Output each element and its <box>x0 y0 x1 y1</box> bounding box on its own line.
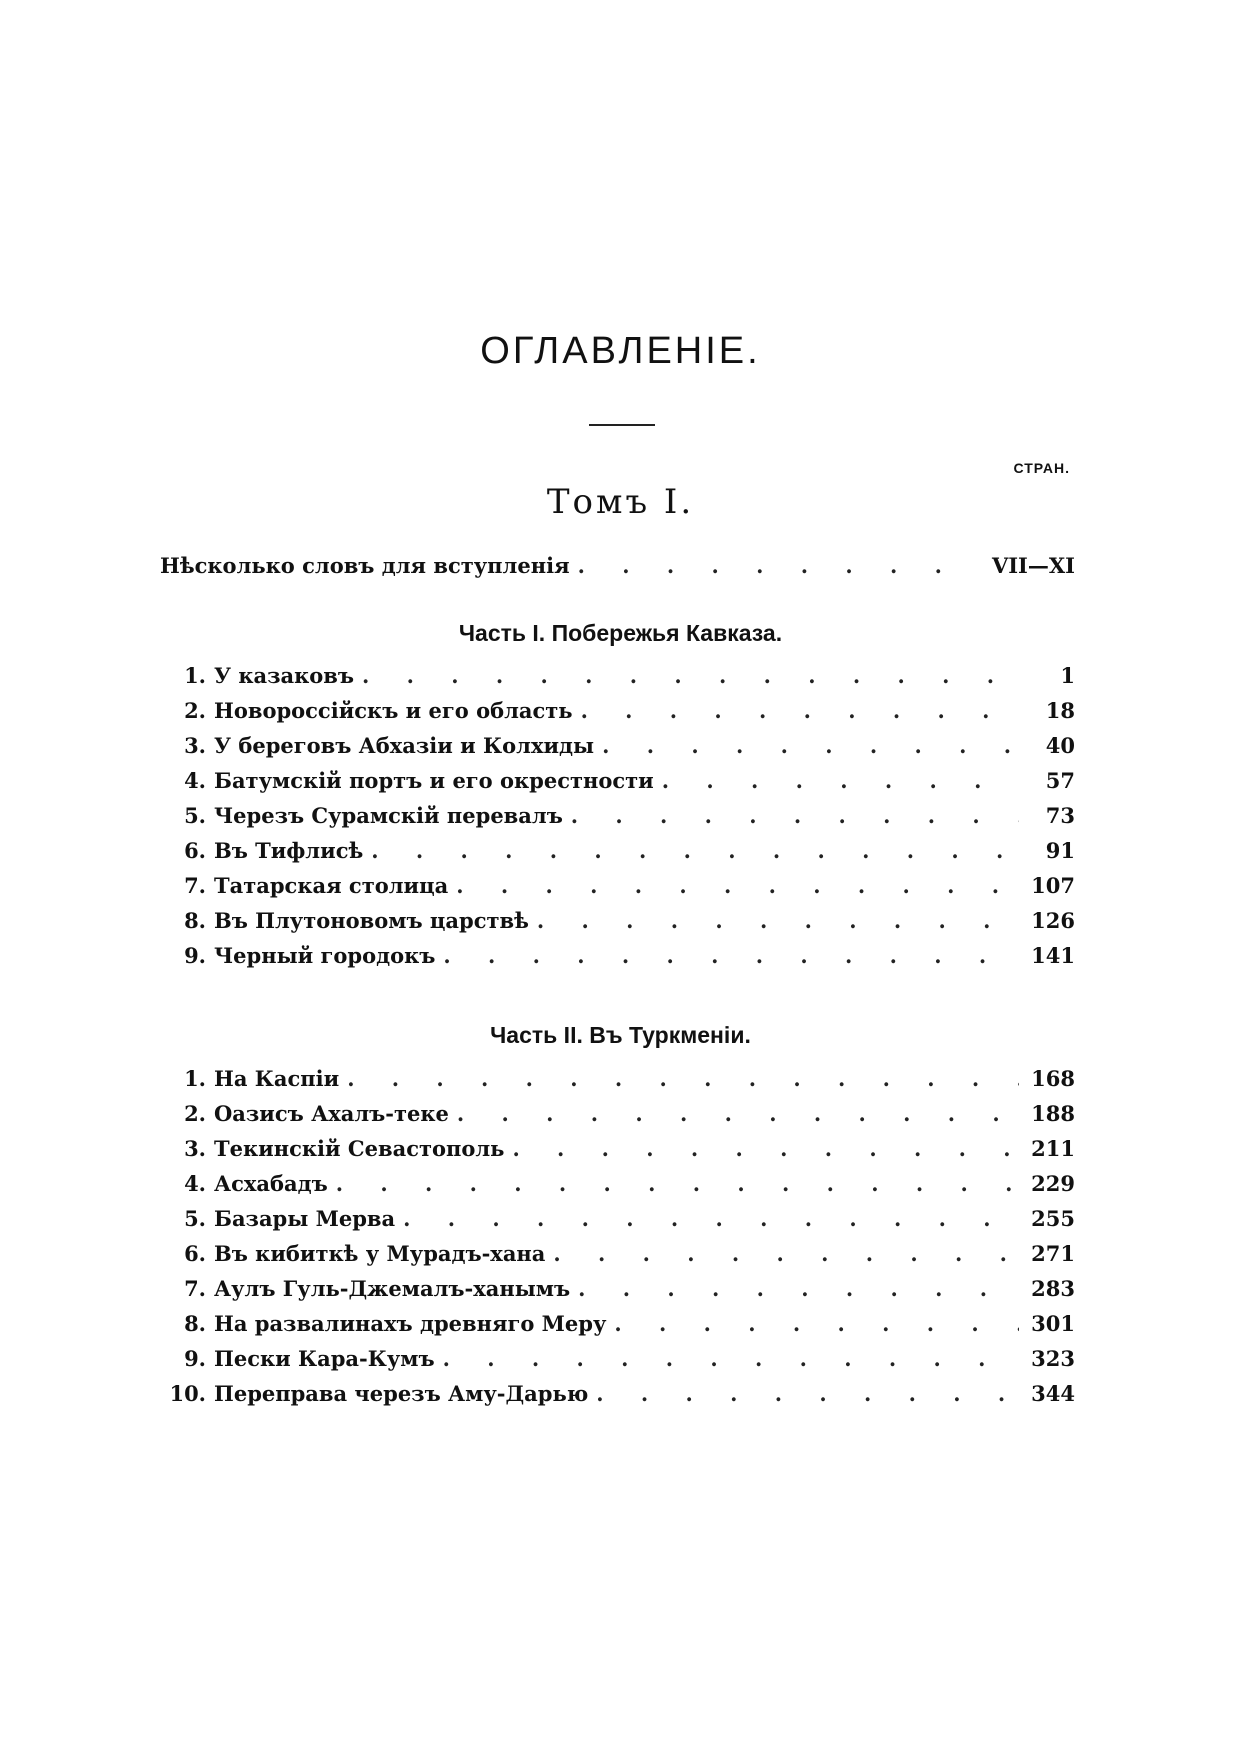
toc-leader-dots <box>347 1066 1019 1091</box>
toc-entry-label: Новороссійскъ и его область <box>214 698 573 723</box>
toc-entry-page: 91 <box>1045 838 1075 863</box>
toc-entry-label: На развалинахъ древняго Меру <box>214 1311 607 1336</box>
toc-entry-page: 229 <box>1031 1171 1075 1196</box>
toc-entry-label: Въ кибиткѣ у Мурадъ-хана <box>214 1241 546 1266</box>
toc-entry-label: Аулъ Гуль-Джемалъ-ханымъ <box>214 1276 571 1301</box>
toc-row <box>160 553 1075 588</box>
toc-entry-page: 18 <box>1045 698 1075 723</box>
toc-entry-label: Черезъ Сурамскій перевалъ <box>214 803 563 828</box>
toc-entry-number: 2. <box>184 1101 206 1126</box>
toc-entry-number: 5. <box>184 1206 206 1231</box>
toc-entry-label: На Каспіи <box>214 1066 340 1091</box>
toc-row <box>160 768 1075 803</box>
toc-leader-dots <box>443 1346 1019 1371</box>
toc-row <box>160 1311 1075 1346</box>
toc-entry-label: Пески Кара-Кумъ <box>214 1346 435 1371</box>
toc-entry-page: 40 <box>1045 733 1075 758</box>
toc-entry-number: 9. <box>184 1346 206 1371</box>
toc-leader-dots <box>662 768 1019 793</box>
toc-leader-dots <box>553 1241 1019 1266</box>
toc-entry-page: 255 <box>1031 1206 1075 1231</box>
toc-entry-number: 3. <box>184 1136 206 1161</box>
toc-entry-number: 1. <box>184 1066 206 1091</box>
toc-entry-label: Въ Плутоновомъ царствѣ <box>214 908 529 933</box>
toc-row <box>160 1171 1075 1206</box>
intro-entry <box>160 553 1075 588</box>
toc-entry-number: 10. <box>169 1381 206 1406</box>
toc-entry-page: 271 <box>1031 1241 1075 1266</box>
toc-entry-page: 283 <box>1031 1276 1075 1301</box>
toc-entry-page: 73 <box>1045 803 1075 828</box>
toc-entry-page: 1 <box>1060 663 1075 688</box>
toc-entry-page: 126 <box>1031 908 1075 933</box>
toc-entry-number: 9. <box>184 943 206 968</box>
toc-leader-dots <box>602 733 1019 758</box>
toc-entry-number: 7. <box>184 873 206 898</box>
toc-entry-label: Базары Мерва <box>214 1206 396 1231</box>
toc-entry-label: Асхабадъ <box>214 1171 328 1196</box>
toc-entry-page: 141 <box>1031 943 1075 968</box>
part-2-title: Часть II. Въ Туркменіи. <box>490 1022 751 1048</box>
toc-entry-page: 211 <box>1031 1136 1075 1161</box>
toc-entry-label: Оазисъ Ахалъ-теке <box>214 1101 449 1126</box>
toc-leader-dots <box>362 663 1019 688</box>
toc-entry-label: Батумскій портъ и его окрестности <box>214 768 654 793</box>
toc-entry-number: 8. <box>184 908 206 933</box>
toc-row <box>160 838 1075 873</box>
toc-leader-dots <box>614 1311 1019 1336</box>
toc-entry-label: Черный городокъ <box>214 943 436 968</box>
toc-entry-label: У береговъ Абхазіи и Колхиды <box>214 733 595 758</box>
toc-leader-dots <box>578 553 972 578</box>
toc-row <box>160 733 1075 768</box>
toc-entry-page: 107 <box>1031 873 1075 898</box>
toc-row <box>160 1346 1075 1381</box>
toc-entry-number: 5. <box>184 803 206 828</box>
toc-entry-page: 168 <box>1031 1066 1075 1091</box>
part-2-chapter-list <box>160 1066 1075 1416</box>
toc-leader-dots <box>456 873 1019 898</box>
toc-entry-number: 2. <box>184 698 206 723</box>
toc-entry-number: 4. <box>184 1171 206 1196</box>
toc-row <box>160 1136 1075 1171</box>
part-1-chapter-list <box>160 663 1075 978</box>
toc-leader-dots <box>596 1381 1019 1406</box>
toc-row <box>160 1101 1075 1136</box>
toc-entry-label: У казаковъ <box>214 663 355 688</box>
toc-entry-page: VII—XI <box>991 553 1075 578</box>
toc-row <box>160 873 1075 908</box>
toc-row <box>160 663 1075 698</box>
toc-entry-page: 301 <box>1031 1311 1075 1336</box>
toc-leader-dots <box>578 1276 1019 1301</box>
toc-entry-page: 323 <box>1031 1346 1075 1371</box>
toc-leader-dots <box>537 908 1019 933</box>
toc-row <box>160 1381 1075 1416</box>
toc-entry-label: Переправа черезъ Аму-Дарью <box>214 1381 589 1406</box>
toc-leader-dots <box>403 1206 1019 1231</box>
toc-entry-number: 6. <box>184 1241 206 1266</box>
toc-leader-dots <box>457 1101 1019 1126</box>
pages-column-header: СТРАН. <box>1013 460 1070 476</box>
toc-entry-page: 344 <box>1031 1381 1075 1406</box>
title-divider <box>589 424 655 426</box>
toc-row <box>160 908 1075 943</box>
toc-entry-label: Татарская столица <box>214 873 449 898</box>
toc-row <box>160 1206 1075 1241</box>
toc-entry-number: 3. <box>184 733 206 758</box>
toc-row <box>160 698 1075 733</box>
toc-leader-dots <box>571 803 1019 828</box>
volume-title: Томъ I. <box>546 482 695 522</box>
toc-leader-dots <box>371 838 1019 863</box>
toc-leader-dots <box>512 1136 1019 1161</box>
toc-entry-page: 57 <box>1045 768 1075 793</box>
toc-entry-label: Текинскій Севастополь <box>214 1136 505 1161</box>
toc-row <box>160 943 1075 978</box>
page-title: ОГЛАВЛЕНIЕ. <box>480 330 761 372</box>
toc-leader-dots <box>336 1171 1019 1196</box>
toc-row <box>160 803 1075 838</box>
toc-entry-page: 188 <box>1031 1101 1075 1126</box>
toc-row <box>160 1276 1075 1311</box>
toc-row <box>160 1241 1075 1276</box>
toc-row <box>160 1066 1075 1101</box>
toc-entry-number: 6. <box>184 838 206 863</box>
toc-entry-number: 4. <box>184 768 206 793</box>
toc-entry-label: Нѣсколько словъ для вступленія <box>160 553 570 578</box>
toc-entry-number: 7. <box>184 1276 206 1301</box>
toc-entry-number: 8. <box>184 1311 206 1336</box>
toc-leader-dots <box>581 698 1019 723</box>
toc-entry-number: 1. <box>184 663 206 688</box>
part-1-title: Часть I. Побережья Кавказа. <box>458 620 783 646</box>
toc-leader-dots <box>443 943 1019 968</box>
toc-entry-label: Въ Тифлисѣ <box>214 838 364 863</box>
